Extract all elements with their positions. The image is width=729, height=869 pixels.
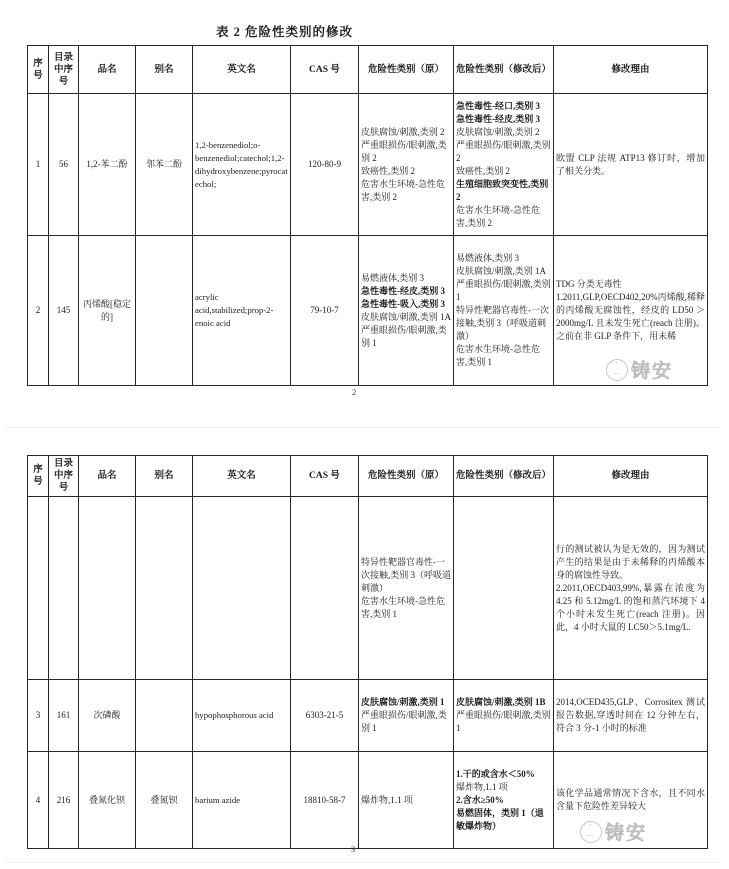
cell-alias: [136, 236, 193, 386]
cell-line: 皮肤腐蚀/刺激,类别 2: [361, 126, 445, 137]
cell-line: 1: [35, 159, 41, 169]
cell-reason: [554, 94, 708, 236]
cell-line: 急性毒性-经皮,类别 3: [456, 113, 540, 124]
cell-line: 4: [35, 794, 41, 805]
cell-cas-no: [291, 94, 359, 236]
cell-english-name: [193, 752, 291, 849]
cell-hazard-original: [359, 94, 454, 236]
col-header-english-name: 英文名: [193, 456, 291, 497]
col-header-reason: 修改理由: [554, 456, 708, 497]
cell-line: 161: [56, 710, 71, 720]
cell-line: 危害水生环境-急性危害,类别 1: [456, 344, 540, 367]
hazard-modification-table-page3: [27, 455, 708, 849]
cell-hazard-modified: [454, 497, 554, 680]
col-header-hazard-modified: 危险性类别（修改后）: [454, 456, 554, 497]
col-header-english-name: 英文名: [193, 46, 291, 94]
cell-cas-no: [291, 236, 359, 386]
cell-line: 叠氮钡: [150, 794, 178, 805]
cell-line: 216: [56, 794, 71, 805]
header-row: [28, 456, 708, 497]
cell-hazard-original: [359, 752, 454, 849]
cell-line: 爆炸物,1.1 项: [456, 781, 508, 792]
cell-line: 致癌性,类别 2: [361, 165, 416, 176]
table-title: 表 2 危险性类别的修改: [216, 25, 354, 39]
cell-line: 56: [59, 159, 68, 169]
cell-cas-no: [291, 497, 359, 680]
cell-hazard-modified: [454, 752, 554, 849]
hazard-modification-table-page2: [27, 45, 708, 386]
col-header-product-name: 品名: [79, 456, 136, 497]
cell-line: 该化学品通常情况下含水，且不同水含量下危险性差异较大: [556, 788, 705, 811]
col-header-no: 序号: [28, 46, 49, 94]
cell-line: 皮肤腐蚀/刺激,类别 1A: [361, 311, 452, 322]
cell-line: 2.2011,OECD403,99%,暴露在浓度为 4.25 和 5.12mg/L 的饱和蒸汽环境下 4 个小时未发生死亡(reach 注册)。因此，4 小时大鼠的 LC50＞5.1mg/L.: [556, 582, 705, 632]
cell-line: 危害水生环境-急性危害,类别 1: [361, 595, 445, 619]
cell-line: 急性毒性-吸入,类别 3: [361, 298, 445, 309]
cell-reason: [554, 680, 708, 752]
cell-line: 叠氮化钡: [88, 794, 125, 805]
cell-line: 2014,OCED435,GLP、Corrositex 测试报告数据,穿透时间在 12 分钟左右，符合 3 分-1 小时的标准: [556, 697, 705, 733]
cell-product-name: [79, 752, 136, 849]
cell-cas-no: [291, 680, 359, 752]
cell-line: 1.2011,GLP,OECD402,20%丙烯酸,稀释的丙烯酸无腐蚀性，经皮的 LD50 ＞2000mg/L 且未发生死亡(reach 注册)。之前在非 GLP 条件下，用未稀: [556, 292, 705, 341]
cell-line: 急性毒性-经口,类别 3: [456, 100, 540, 111]
cell-line: 危害水生环境-急性危害,类别 2: [456, 204, 540, 228]
cell-line: 特异性靶器官毒性-一次接触,类别 3（呼吸道刺激）: [361, 556, 452, 593]
cell-line: 18810-58-7: [303, 794, 346, 805]
cell-line: 易燃液体,类别 3: [361, 272, 425, 283]
page-bottom-edge: [6, 862, 721, 863]
cell-line: acrylic acid,stabilized;prop-2-enoic acid: [195, 292, 274, 328]
header-row: [28, 46, 708, 94]
cell-line: 1.干的或含水＜50%: [456, 768, 535, 779]
page-number: 2: [352, 387, 357, 397]
cell-line: 致癌性,类别 2: [456, 165, 511, 176]
cell-english-name: [193, 94, 291, 236]
cell-line: 行的测试被认为是无效的，因为测试产生的结果是由于未稀释的丙烯酸本身的腐蚀性导致。: [556, 543, 705, 580]
col-header-hazard-original: 危险性类别（原）: [359, 456, 454, 497]
cell-alias: [136, 94, 193, 236]
cell-line: 2.含水≥50%: [456, 794, 504, 805]
table-row: [28, 236, 708, 386]
cell-line: hypophosphorous acid: [195, 710, 274, 720]
table-row: [28, 497, 708, 680]
col-header-no: 序号: [28, 456, 49, 497]
cell-no: [28, 497, 49, 680]
cell-line: 皮肤腐蚀/刺激,类别 1A: [456, 266, 547, 276]
cell-line: 危害水生环境-急性危害,类别 2: [361, 178, 445, 202]
cell-alias: [136, 752, 193, 849]
cell-english-name: [193, 236, 291, 386]
cell-no: [28, 752, 49, 849]
cell-line: 1,2-苯二酚: [86, 159, 128, 169]
col-header-reason: 修改理由: [554, 46, 708, 94]
cell-product-name: [79, 236, 136, 386]
col-header-hazard-original: 危险性类别（原）: [359, 46, 454, 94]
table-row: [28, 752, 708, 849]
cell-english-name: [193, 680, 291, 752]
cell-line: 1,2-benzenediol;o-benzenediol;catechol;1,2-dihydroxybenzene;pyrocatechol;: [195, 139, 288, 189]
cell-hazard-original: [359, 680, 454, 752]
cell-line: 皮肤腐蚀/刺激,类别 1: [361, 697, 445, 707]
cell-line: 严重眼损伤/眼刺激,类别 1: [361, 710, 447, 733]
cell-reason: [554, 752, 708, 849]
cell-no: [28, 680, 49, 752]
page-break-divider: [6, 427, 721, 428]
cell-line: TDG 分类无毒性: [556, 279, 622, 289]
cell-catalog-no: [49, 236, 79, 386]
col-header-alias: 别名: [136, 46, 193, 94]
cell-line: 欧盟 CLP 法规 ATP13 修订时，增加了相关分类。: [556, 152, 705, 176]
cell-line: 爆炸物,1.1 项: [361, 794, 413, 805]
cell-alias: [136, 497, 193, 680]
cell-line: 145: [56, 305, 71, 315]
cell-catalog-no: [49, 497, 79, 680]
col-header-catalog-no: 目录中序号: [49, 456, 79, 497]
cell-product-name: [79, 497, 136, 680]
cell-line: 特异性靶器官毒性-一次接触,类别 3（呼吸道刺激）: [456, 305, 549, 341]
cell-hazard-original: [359, 236, 454, 386]
col-header-product-name: 品名: [79, 46, 136, 94]
cell-reason: [554, 497, 708, 680]
cell-line: 皮肤腐蚀/刺激,类别 1B: [456, 697, 546, 707]
table-row: [28, 94, 708, 236]
cell-line: 79-10-7: [310, 305, 339, 315]
cell-line: 3: [35, 710, 41, 720]
cell-english-name: [193, 497, 291, 680]
col-header-alias: 别名: [136, 456, 193, 497]
cell-line: 邻苯二酚: [145, 159, 182, 169]
watermark-text: 铸安: [631, 361, 674, 382]
cell-line: 生殖细胞致突变性,类别 2: [456, 178, 549, 202]
watermark-text: 铸安: [605, 823, 648, 844]
cell-line: 易燃固体，类别 1（退敏爆炸物）: [456, 807, 544, 831]
cell-product-name: [79, 680, 136, 752]
cell-line: 丙烯酸[稳定的]: [83, 298, 131, 322]
cell-line: 皮肤腐蚀/刺激,类别 2: [456, 126, 540, 137]
cell-reason: [554, 236, 708, 386]
cell-no: [28, 94, 49, 236]
cell-line: 6303-21-5: [305, 710, 344, 720]
cell-line: 急性毒性-经皮,类别 3: [361, 285, 445, 296]
cell-line: barium azide: [195, 794, 241, 805]
cell-alias: [136, 680, 193, 752]
cell-cas-no: [291, 752, 359, 849]
table-row: [28, 680, 708, 752]
cell-line: 120-80-9: [308, 159, 341, 169]
cell-line: 易燃液体,类别 3: [456, 253, 520, 263]
cell-product-name: [79, 94, 136, 236]
col-header-catalog-no: 目录中序号: [49, 46, 79, 94]
cell-no: [28, 236, 49, 386]
cell-line: 严重眼损伤/眼刺激,类别 2: [361, 139, 447, 163]
cell-hazard-modified: [454, 236, 554, 386]
col-header-cas-no: CAS 号: [291, 46, 359, 94]
cell-hazard-modified: [454, 680, 554, 752]
col-header-hazard-modified: 危险性类别（修改后）: [454, 46, 554, 94]
cell-line: 严重眼损伤/眼刺激,类别 2: [456, 139, 551, 163]
cell-catalog-no: [49, 680, 79, 752]
cell-line: 严重眼损伤/眼刺激,类别 1: [361, 324, 447, 348]
page-number: 3: [351, 844, 356, 854]
cell-line: 次磷酸: [93, 710, 121, 720]
cell-hazard-modified: [454, 94, 554, 236]
cell-line: 严重眼损伤/眼刺激,类别 1: [456, 710, 551, 733]
col-header-cas-no: CAS 号: [291, 456, 359, 497]
cell-hazard-original: [359, 497, 454, 680]
cell-line: 2: [35, 305, 41, 315]
cell-catalog-no: [49, 94, 79, 236]
cell-line: 严重眼损伤/眼刺激,类别 1: [456, 279, 551, 302]
cell-catalog-no: [49, 752, 79, 849]
